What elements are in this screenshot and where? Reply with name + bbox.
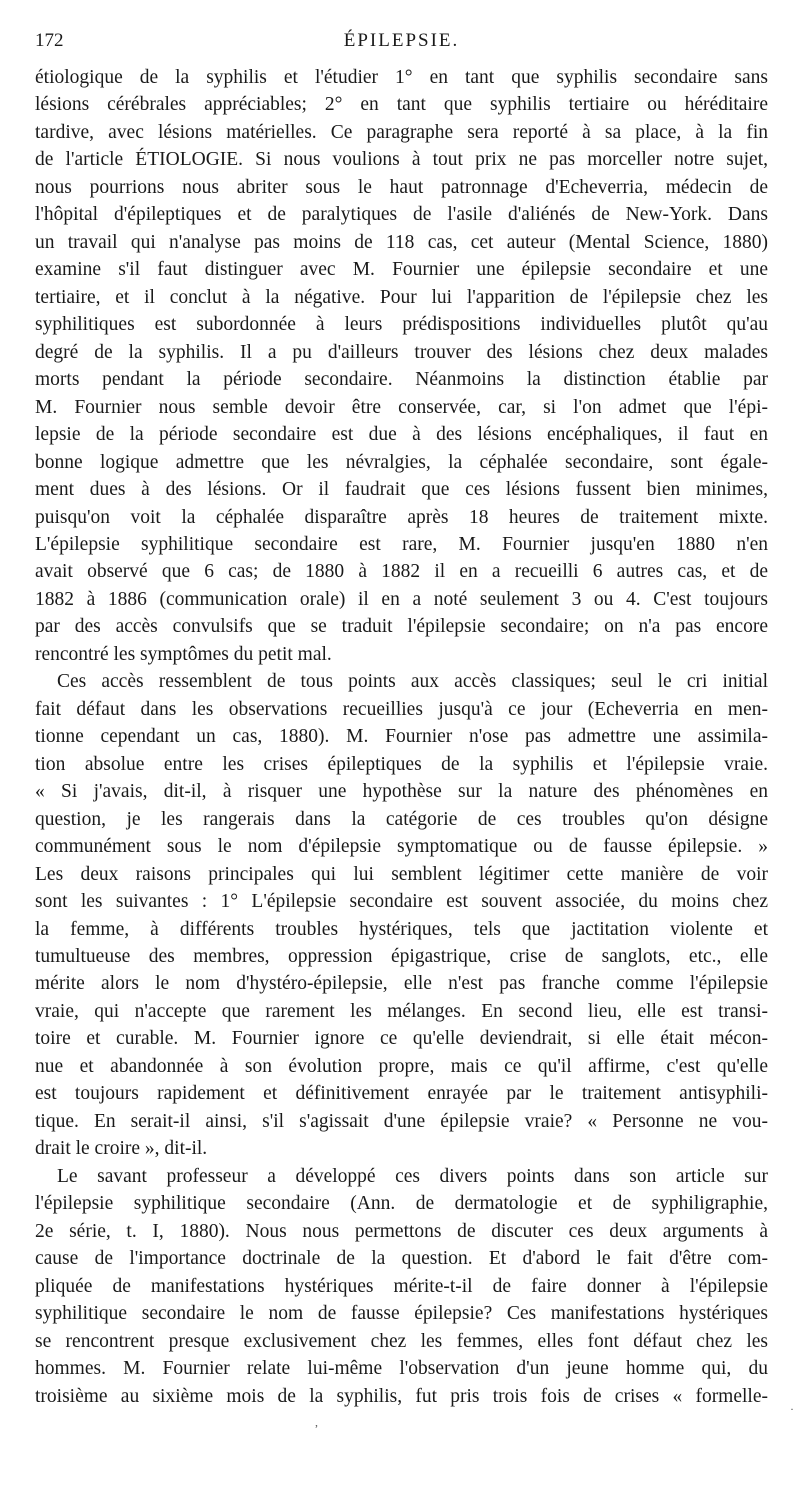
text-line: « Si j'avais, dit-il, à risquer une hypothèse sur la nature des phénomènes en — [35, 781, 768, 803]
text-line: tique. En serait-il ainsi, s'il s'agissait d'une épilepsie vraie? « Personne ne vou- — [35, 1110, 768, 1132]
paragraph-first-line: Ces accès ressemblent de tous points aux accès classiques; seul le cri initial — [57, 671, 768, 693]
text-line: fait défaut dans les observations recueillies jusqu'à ce jour (Echeverria en men- — [35, 698, 768, 720]
text-line: L'épilepsie syphilitique secondaire est rare, M. Fournier jusqu'en 1880 n'en — [35, 533, 768, 555]
text-line: bonne logique admettre que les névralgies, la céphalée secondaire, sont égale- — [35, 451, 768, 473]
text-line: l'hôpital d'épileptiques et de paralytiques de l'asile d'aliénés de New-York. Dans — [35, 204, 768, 226]
text-line: vraie, qui n'accepte que rarement les mélanges. En second lieu, elle est transi- — [35, 1000, 768, 1022]
text-line: hommes. M. Fournier relate lui-même l'observation d'un jeune homme qui, du — [35, 1358, 768, 1380]
text-line: est toujours rapidement et définitivement enrayée par le traitement antisyphili- — [35, 1083, 768, 1105]
text-line: lepsie de la période secondaire est due à des lésions encéphaliques, il faut en — [35, 424, 768, 446]
text-line: tertiaire, et il conclut à la négative. Pour lui l'apparition de l'épilepsie chez les — [35, 286, 768, 308]
margin-speck-mark: · — [790, 1402, 794, 1416]
text-line: Les deux raisons principales qui lui semblent légitimer cette manière de voir — [35, 863, 768, 885]
text-line: cause de l'importance doctrinale de la question. Et d'abord le fait d'être com- — [35, 1248, 768, 1270]
page-header — [35, 30, 768, 60]
running-head: ÉPILEPSIE. — [343, 30, 460, 51]
margin-speck-mark: , — [315, 1415, 318, 1429]
text-line: étiologique de la syphilis et l'étudier 1° en tant que syphilis secondaire sans — [35, 67, 768, 88]
paragraph-end-line: rencontré les symptômes du petit mal. — [35, 643, 332, 665]
text-line: tion absolue entre les crises épileptiques de la syphilis et l'épilepsie vraie. — [35, 753, 768, 775]
text-line: l'épilepsie syphilitique secondaire (Ann. de dermatologie et de syphiligraphie, — [35, 1193, 768, 1215]
text-line: pliquée de manifestations hystériques mérite-t-il de faire donner à l'épilepsie — [35, 1275, 768, 1297]
text-line: ment dues à des lésions. Or il faudrait que ces lésions fussent bien minimes, — [35, 479, 768, 501]
text-line: un travail qui n'analyse pas moins de 118 cas, cet auteur (Mental Science, 1880) — [35, 231, 768, 253]
text-line: communément sous le nom d'épilepsie symptomatique ou de fausse épilepsie. » — [35, 836, 768, 858]
text-line: puisqu'on voit la céphalée disparaître après 18 heures de traitement mixte. — [35, 506, 768, 528]
text-line: tumultueuse des membres, oppression épigastrique, crise de sanglots, etc., elle — [35, 946, 768, 967]
text-line: de l'article ÉTIOLOGIE. Si nous voulions à tout prix ne pas morceller notre sujet, — [35, 149, 768, 171]
text-line: troisième au sixième mois de la syphilis, fut pris trois fois de crises « formelle- — [35, 1385, 768, 1407]
book-page — [35, 30, 768, 1410]
text-line: tionne cependant un cas, 1880). M. Fournier n'ose pas admettre une assimila- — [35, 726, 768, 748]
text-line: 2e série, t. I, 1880). Nous nous permettons de discuter ces deux arguments à — [35, 1220, 768, 1242]
body-text — [35, 64, 768, 1410]
text-line: tardive, avec lésions matérielles. Ce paragraphe sera reporté à sa place, à la fin — [35, 121, 768, 143]
text-line: syphilitique secondaire le nom de fausse épilepsie? Ces manifestations hystériques — [35, 1303, 768, 1325]
text-line: avait observé que 6 cas; de 1880 à 1882 il en a recueilli 6 autres cas, et de — [35, 561, 768, 583]
text-line: morts pendant la période secondaire. Néanmoins la distinction établie par — [35, 369, 768, 391]
text-line: nous pourrions nous abriter sous le haut patronnage d'Echeverria, médecin de — [35, 176, 768, 198]
text-line: examine s'il faut distinguer avec M. Fournier une épilepsie secondaire et une — [35, 259, 768, 281]
paragraph-first-line: Le savant professeur a développé ces divers points dans son article sur — [57, 1165, 768, 1187]
text-line: M. Fournier nous semble devoir être conservée, car, si l'on admet que l'épi- — [35, 396, 768, 418]
text-line: mérite alors le nom d'hystéro-épilepsie, elle n'est pas franche comme l'épilepsie — [35, 973, 768, 995]
text-line: sont les suivantes : 1° L'épilepsie secondaire est souvent associée, du moins chez — [35, 891, 768, 913]
page-number: 172 — [35, 30, 64, 51]
text-line: nue et abandonnée à son évolution propre, mais ce qu'il affirme, c'est qu'elle — [35, 1055, 768, 1077]
paragraph-end-line: drait le croire », dit-il. — [35, 1138, 208, 1160]
text-line: question, je les rangerais dans la catégorie de ces troubles qu'on désigne — [35, 808, 768, 830]
text-line: la femme, à différents troubles hystériques, tels que jactitation violente et — [35, 918, 768, 940]
text-line: degré de la syphilis. Il a pu d'ailleurs trouver des lésions chez deux malades — [35, 341, 768, 363]
text-line: lésions cérébrales appréciables; 2° en tant que syphilis tertiaire ou héréditaire — [35, 94, 768, 116]
text-line: par des accès convulsifs que se traduit l'épilepsie secondaire; on n'a pas encore — [35, 616, 768, 638]
text-line: 1882 à 1886 (communication orale) il en a noté seulement 3 ou 4. C'est toujours — [35, 588, 768, 610]
text-line: toire et curable. M. Fournier ignore ce qu'elle deviendrait, si elle était mécon- — [35, 1028, 768, 1050]
text-line: syphilitiques est subordonnée à leurs prédispositions individuelles plutôt qu'au — [35, 314, 768, 336]
text-line: se rencontrent presque exclusivement chez les femmes, elles font défaut chez les — [35, 1330, 768, 1352]
